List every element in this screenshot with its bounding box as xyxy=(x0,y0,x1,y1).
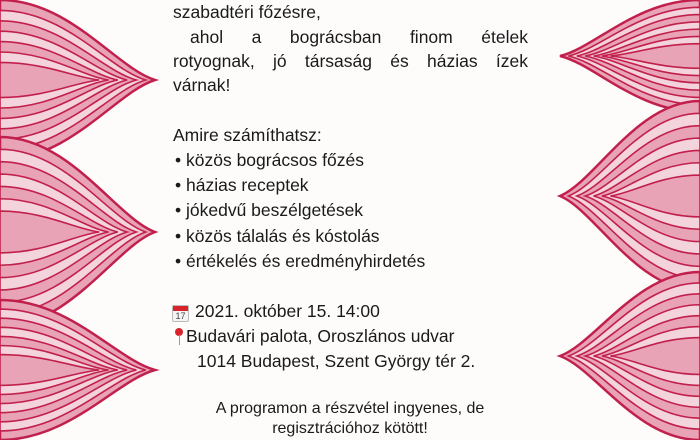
onion-slice xyxy=(0,137,155,327)
calendar-icon: 17 xyxy=(172,305,189,322)
venue-text: Budavári palota, Oroszlános udvar xyxy=(186,326,455,346)
event-date xyxy=(172,299,380,323)
list-item: • értékelés és eredményhirdetés xyxy=(175,251,426,271)
onion-slice xyxy=(560,101,700,291)
intro-line: ahol a bográcsban finom ételek xyxy=(190,27,528,47)
onion-slice xyxy=(560,0,700,112)
event-address: 1014 Budapest, Szent György tér 2. xyxy=(197,351,476,371)
date-text: 2021. október 15. 14:00 xyxy=(195,301,380,321)
onion-slice xyxy=(0,300,155,440)
intro-line: rotyognak, jó társaság és házias ízek xyxy=(173,51,528,71)
intro-line: várnak! xyxy=(173,75,231,95)
onion-slice xyxy=(0,0,155,160)
note-line: regisztrációhoz kötött! xyxy=(272,420,428,437)
event-venue xyxy=(174,324,454,348)
list-heading: Amire számíthatsz: xyxy=(173,125,322,145)
list-item: • közös tálalás és kóstolás xyxy=(175,226,380,246)
intro-line: szabadtéri főzésre, xyxy=(173,2,321,22)
round-pushpin-icon xyxy=(174,327,184,345)
list-item: • közös bográcsos főzés xyxy=(175,150,364,170)
note-line: A programon a részvétel ingyenes, de xyxy=(215,400,485,417)
onion-slice xyxy=(560,272,700,440)
list-item: • jókedvű beszélgetések xyxy=(175,200,364,220)
list-item: • házias receptek xyxy=(175,175,309,195)
